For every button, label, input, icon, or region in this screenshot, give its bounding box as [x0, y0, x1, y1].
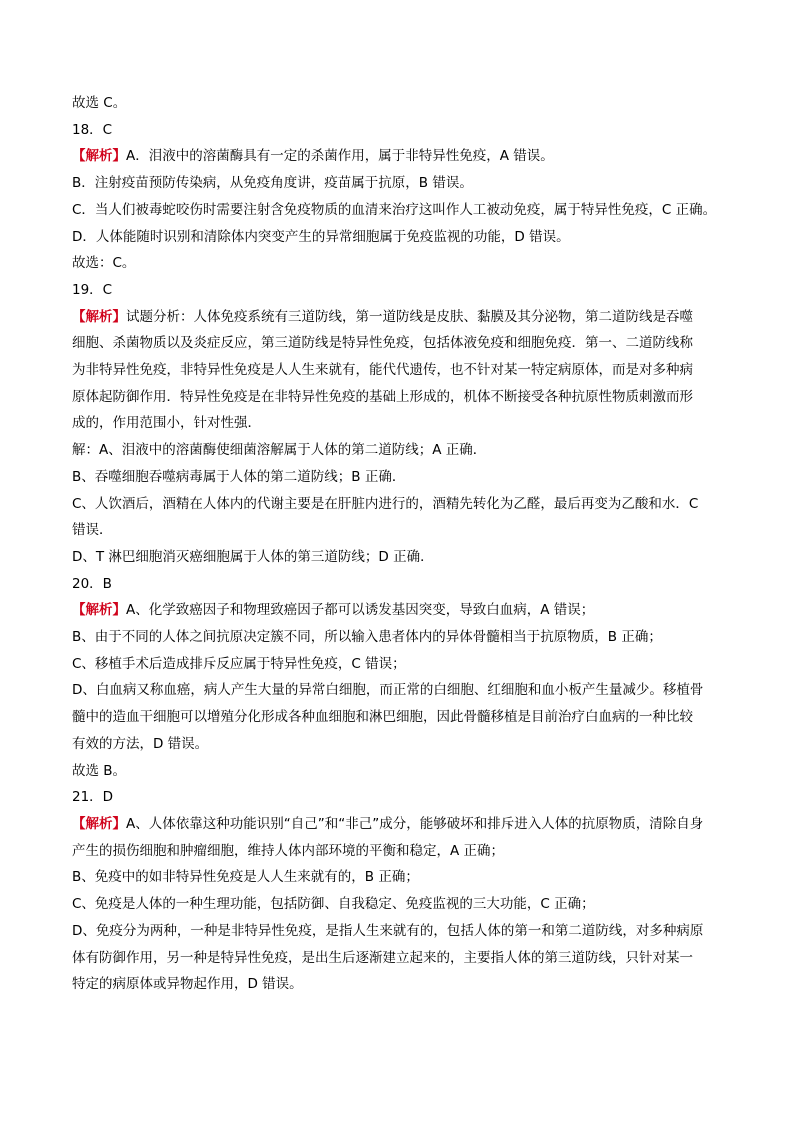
line-text: A、化学致癌因子和物理致癌因子都可以诱发基因突变，导致白血病，A 错误；: [126, 602, 595, 619]
analysis-line: [72, 143, 732, 170]
text-line: [72, 357, 732, 384]
text-line: [72, 891, 732, 918]
text-line: [72, 491, 732, 518]
line-text: 特定的病原体或异物起作用，D 错误。: [72, 976, 303, 993]
text-line: [72, 197, 732, 224]
line-text: 解：A、泪液中的溶菌酶使细菌溶解属于人体的第二道防线；A 正确．: [72, 442, 487, 459]
line-text: C、移植手术后造成排斥反应属于特异性免疫，C 错误；: [72, 655, 406, 672]
text-line: [72, 90, 732, 117]
text-line: [72, 677, 732, 704]
text-line: [72, 945, 732, 972]
line-text: B、由于不同的人体之间抗原决定簇不同，所以输入患者体内的异体骨髓相当于抗原物质，B 正确；: [72, 629, 662, 646]
text-line: [72, 437, 732, 464]
line-text: 体有防御作用，另一种是特异性免疫，是出生后逐渐建立起来的，主要指人体的第三道防线，只针对某一: [72, 949, 693, 966]
line-text: A、人体依靠这种功能识别“自己”和“非己”成分，能够破坏和排斥进入人体的抗原物质，清除自身: [126, 815, 704, 832]
line-text: B．注射疫苗预防传染病，从免疫角度讲，疫苗属于抗原，B 错误。: [72, 175, 473, 192]
line-text: B、吞噬细胞吞噬病毒属于人体的第二道防线；B 正确．: [72, 468, 406, 485]
document-body: [72, 90, 732, 998]
text-line: [72, 117, 732, 144]
text-line: [72, 224, 732, 251]
line-text: A．泪液中的溶菌酶具有一定的杀菌作用，属于非特异性免疫，A 错误。: [126, 148, 554, 165]
line-text: 故选 C。: [72, 95, 127, 111]
analysis-tag: 【解析】: [72, 602, 126, 619]
text-line: [72, 624, 732, 651]
text-line: [72, 918, 732, 945]
analysis-line: [72, 304, 732, 331]
text-line: [72, 250, 732, 277]
line-text: 产生的损伤细胞和肿瘤细胞，维持人体内部环境的平衡和稳定，A 正确；: [72, 842, 505, 859]
line-text: 故选：C。: [72, 255, 136, 272]
text-line: [72, 704, 732, 731]
text-line: [72, 758, 732, 785]
text-line: [72, 410, 732, 437]
line-text: 故选 B。: [72, 762, 127, 779]
line-text: 原体起防御作用．特异性免疫是在非特异性免疫的基础上形成的，机体不断接受各种抗原性物质刺激而形: [72, 388, 693, 405]
line-text: D、白血病又称血癌，病人产生大量的异常白细胞，而正常的白细胞、红细胞和血小板产生量减少。移植骨: [72, 682, 704, 699]
line-text: B、免疫中的如非特异性免疫是人人生来就有的，B 正确；: [72, 869, 419, 886]
analysis-tag: 【解析】: [72, 148, 126, 165]
line-text: 19．C: [72, 281, 113, 298]
analysis-line: [72, 597, 732, 624]
text-line: [72, 277, 732, 304]
line-text: 细胞、杀菌物质以及炎症反应，第三道防线是特异性免疫，包括体液免疫和细胞免疫．第一、二道防线称: [72, 335, 693, 352]
text-line: [72, 330, 732, 357]
line-text: 试题分析：人体免疫系统有三道防线，第一道防线是皮肤、黏膜及其分泌物，第二道防线是吞噬: [126, 308, 693, 325]
text-line: [72, 464, 732, 491]
line-text: C、人饮酒后，酒精在人体内的代谢主要是在肝脏内进行的，酒精先转化为乙醛，最后再变为乙酸和水．C: [72, 495, 699, 512]
text-line: [72, 571, 732, 598]
text-line: [72, 784, 732, 811]
text-line: [72, 651, 732, 678]
text-line: [72, 544, 732, 571]
text-line: [72, 971, 732, 998]
line-text: 髓中的造血干细胞可以增殖分化形成各种血细胞和淋巴细胞，因此骨髓移植是目前治疗白血病的一种比较: [72, 709, 693, 726]
line-text: 成的，作用范围小，针对性强．: [72, 415, 261, 432]
text-line: [72, 384, 732, 411]
line-text: D．人体能随时识别和清除体内突变产生的异常细胞属于免疫监视的功能，D 错误。: [72, 228, 570, 245]
text-line: [72, 517, 732, 544]
text-line: [72, 864, 732, 891]
line-text: 20．B: [72, 575, 112, 592]
line-text: C．当人们被毒蛇咬伤时需要注射含免疫物质的血清来治疗这叫作人工被动免疫，属于特异性免疫，C 正确。: [72, 201, 717, 218]
line-text: 18．C: [72, 121, 113, 138]
text-line: [72, 731, 732, 758]
analysis-tag: 【解析】: [72, 308, 126, 325]
line-text: D、T 淋巴细胞消灭癌细胞属于人体的第三道防线；D 正确．: [72, 548, 434, 565]
line-text: 21．D: [72, 789, 114, 806]
analysis-tag: 【解析】: [72, 815, 126, 832]
text-line: [72, 838, 732, 865]
text-line: [72, 170, 732, 197]
line-text: 为非特异性免疫，非特异性免疫是人人生来就有，能代代遗传，也不针对某一特定病原体，而是对多种病: [72, 362, 693, 379]
line-text: 有效的方法，D 错误。: [72, 735, 209, 752]
line-text: C、免疫是人体的一种生理功能，包括防御、自我稳定、免疫监视的三大功能，C 正确；: [72, 896, 595, 913]
analysis-line: [72, 811, 732, 838]
line-text: 错误．: [72, 522, 113, 539]
line-text: D、免疫分为两种，一种是非特异性免疫，是指人生来就有的，包括人体的第一和第二道防线，对多种病原: [72, 922, 704, 939]
